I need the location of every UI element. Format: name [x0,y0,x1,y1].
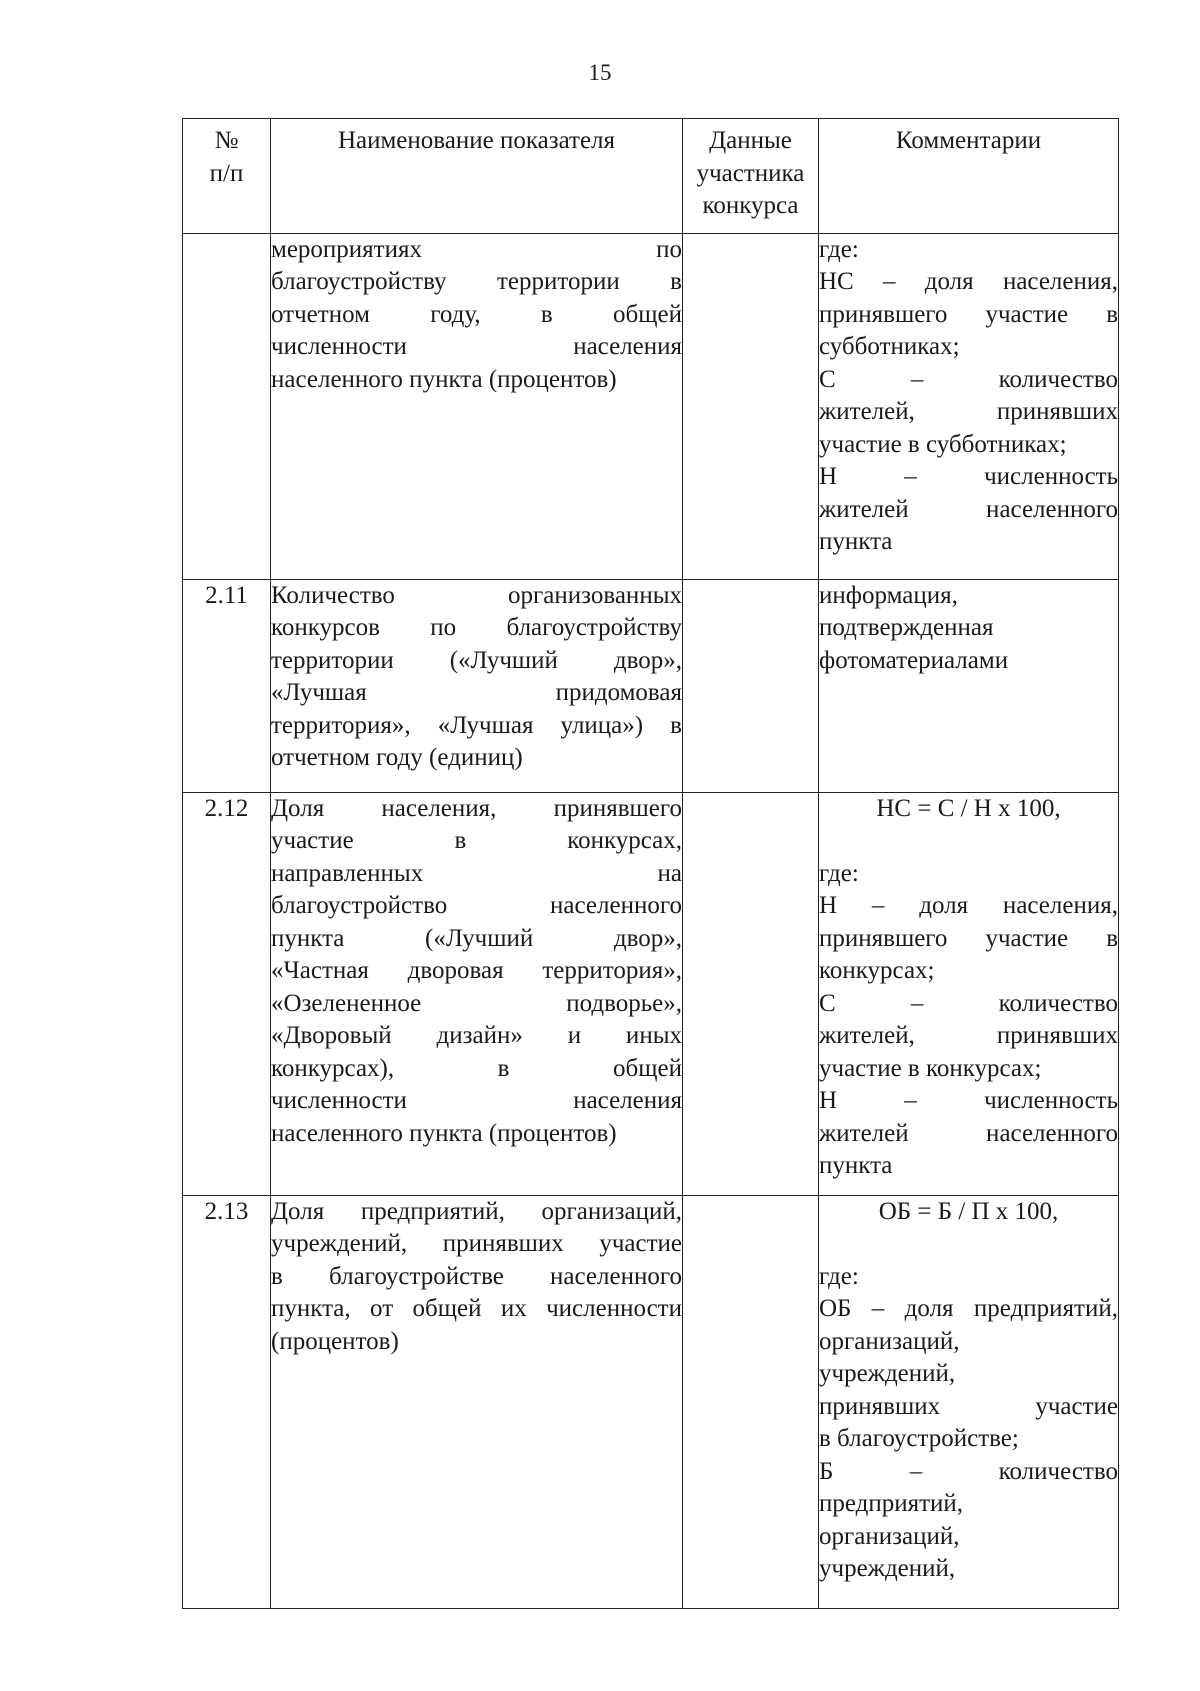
indicator-name-line: «Дворовый дизайн» и иных [271,1022,682,1049]
header-indicator-name [271,119,683,234]
participant-data-cell [683,233,819,579]
comment-line: конкурсах; [819,957,935,984]
comment-line: С – количество [819,989,1118,1017]
comment-line: Н – доля населения, [819,892,1118,919]
indicator-name-line: «Лучшая придомовая [271,679,682,706]
indicator-name-line: численности населения [271,1087,682,1114]
row-number-cell [183,233,271,579]
comments-cell [819,233,1119,579]
comment-line: принявшего участие в [819,924,1118,952]
comment-line: Н – численность [819,463,1118,490]
formula: ОБ = Б / П х 100, [878,1197,1059,1225]
comment-line: фотоматериалами [819,646,1009,674]
comment-line: жителей, принявших [819,398,1118,425]
indicator-name-line: «Озелененное подворье», [271,989,682,1017]
table-row [183,579,1119,792]
indicators-table [182,118,1119,1609]
indicator-name-line: учреждений, принявших участие [271,1230,682,1257]
comment-line: НС – доля населения, [819,268,1118,295]
comment-line: принявшего участие в [819,300,1118,328]
indicator-name-line: «Частная дворовая территория», [271,957,682,984]
table-header-row [183,119,1119,234]
header-data-line: конкурса [702,192,799,219]
indicator-name-line: Доля населения, принявшего [271,794,682,822]
header-data-line: Данные [709,127,792,154]
comment-line: организаций, [819,1522,960,1550]
comment-line: подтвержденная [819,614,994,641]
formula: НС = С / Н х 100, [876,794,1061,822]
indicator-name-line: (процентов) [271,1327,399,1355]
participant-data-cell [683,1195,819,1608]
comment-line: предприятий, [819,1490,964,1517]
comment-line: С – количество [819,365,1118,393]
comment-line: где: [819,1262,859,1290]
indicator-name-line: Количество организованных [271,581,682,609]
comment-line: Н – численность [819,1087,1118,1114]
indicator-name-cell [271,579,683,792]
comment-line: жителей, принявших [819,1022,1118,1049]
indicator-name-line: отчетном году (единиц) [271,744,523,771]
comments-cell [819,579,1119,792]
comment-line: пункта [819,1152,893,1179]
spacer [819,1228,1118,1261]
table-row [183,792,1119,1195]
indicator-name-line: в благоустройстве населенного [271,1262,682,1290]
comment-line: ОБ – доля предприятий, [819,1295,1118,1322]
indicator-name-line: пункта («Лучший двор», [271,924,682,952]
header-comments [819,119,1119,234]
page-number: 15 [588,60,612,85]
header-data-line: участника [696,159,805,187]
comment-line: субботниках; [819,333,960,360]
comment-line: где: [819,235,859,263]
indicator-name-line: территория», «Лучшая улица») в [271,711,682,739]
header-number-line: № [214,127,239,154]
row-number-cell: 2.12 [183,792,271,1195]
header-number-line: п/п [209,159,244,187]
comment-line: участие в субботниках; [819,430,1067,458]
comment-line: пункта [819,528,893,555]
indicator-name-line: населенного пункта (процентов) [271,365,617,393]
indicator-name-cell [271,792,683,1195]
comment-line: жителей населенного [819,1119,1118,1147]
comment-line: жителей населенного [819,495,1118,523]
row-number-cell: 2.13 [183,1195,271,1608]
comments-cell [819,792,1119,1195]
comment-line: принявших участие [819,1392,1118,1420]
indicator-name-line: конкурсов по благоустройству [271,614,682,641]
indicator-name-line: Доля предприятий, организаций, [271,1197,682,1225]
header-participant-data [683,119,819,234]
indicator-name-line: благоустройство населенного [271,892,682,919]
indicator-name-line: территории («Лучший двор», [271,646,682,674]
indicator-name-line: численности населения [271,333,682,360]
participant-data-cell [683,792,819,1195]
indicator-name-line: мероприятиях по [271,235,682,263]
comment-line: учреждений, [819,1360,956,1387]
header-comments-line: Комментарии [895,127,1042,154]
indicator-name-line: пункта, от общей их численности [271,1295,682,1322]
header-name-line: Наименование показателя [337,127,616,154]
comment-line: учреждений, [819,1555,956,1582]
table-row [183,1195,1119,1608]
indicator-name-cell [271,1195,683,1608]
indicator-name-line: населенного пункта (процентов) [271,1119,617,1147]
comment-line: информация, [819,581,958,609]
comment-line: участие в конкурсах; [819,1054,1042,1082]
indicator-name-line: благоустройству территории в [271,268,682,295]
indicator-name-line: направленных на [271,859,682,887]
comment-line: в благоустройстве; [819,1425,1019,1452]
indicator-name-line: отчетном году, в общей [271,300,682,328]
comments-cell [819,1195,1119,1608]
participant-data-cell [683,579,819,792]
indicator-name-line: конкурсах), в общей [271,1054,682,1082]
header-number [183,119,271,234]
comment-line: организаций, [819,1327,960,1355]
spacer [819,825,1118,858]
indicator-name-line: участие в конкурсах, [271,827,682,854]
row-number-cell: 2.11 [183,579,271,792]
comment-line: Б – количество [819,1457,1118,1485]
indicator-name-cell [271,233,683,579]
comment-line: где: [819,859,859,887]
table-row [183,233,1119,579]
